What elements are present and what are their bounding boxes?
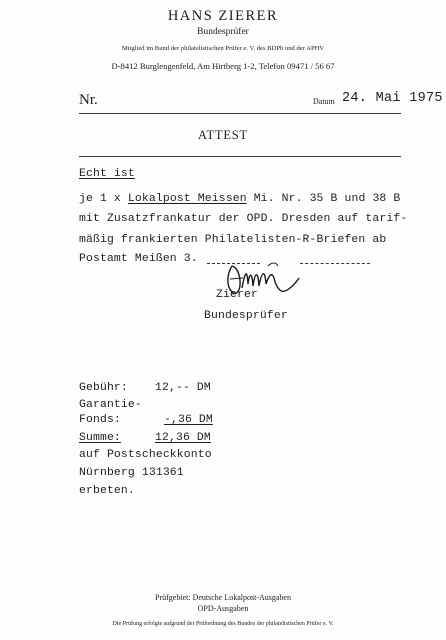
gebuehr-label: Gebühr: [79, 382, 128, 394]
fonds-label: Fonds: [79, 414, 121, 426]
body-line-1 [79, 193, 400, 205]
payment-line-1: auf Postscheckkonto [79, 449, 212, 461]
fonds-value: -,36 DM [164, 414, 213, 426]
signature-name: Zierer [216, 289, 258, 301]
footer-notice: Die Prüfung erfolgte aufgrund der Prüfordnung des Bundes der philatelistischen Prüfer e. V. [112, 621, 334, 627]
datum-value: 24. Mai 1975 [342, 91, 443, 106]
item-catalog: Mi. Nr. 35 B und 38 B [253, 193, 401, 205]
payment-line-2: Nürnberg 131361 [79, 467, 184, 479]
garantie-label: Garantie- [79, 399, 142, 411]
letterhead-name: HANS ZIERER [167, 8, 279, 24]
document-title: ATTEST [198, 128, 248, 142]
reference-rule [79, 113, 401, 114]
body-line-2: mit Zusatzfrankatur der OPD. Dresden auf tarif- [79, 213, 408, 225]
body-line-4: Postamt Meißen 3. [79, 253, 198, 265]
fill-line-2 [300, 263, 370, 264]
summe-label: Summe: [79, 432, 121, 444]
item-name: Lokalpost Meissen [127, 193, 247, 205]
footer-pruefgebiet: Prüfgebiet: Deutsche Lokalpost-Ausgaben [155, 593, 291, 602]
gebuehr-value: 12,-- DM [155, 382, 211, 394]
body-line-3: mäßig frankierten Philatelisten-R-Briefen ab [79, 234, 387, 246]
item-count: je 1 x [79, 193, 121, 205]
summe-value: 12,36 DM [155, 432, 211, 444]
nr-label: Nr. [79, 92, 98, 108]
verdict-text: Echt ist [79, 168, 135, 180]
letterhead-membership: Mitglied im Bund der philatelistischen Prüfer e. V. des BDPh und der APHV [121, 45, 325, 52]
title-rule [79, 156, 401, 157]
footer-pruefgebiet-2: OPD-Ausgaben [197, 604, 249, 613]
letterhead-role: Bundesprüfer [197, 27, 249, 37]
payment-line-3: erbeten. [79, 485, 135, 497]
datum-label: Datum [313, 97, 335, 106]
letterhead-address: D-8412 Burglengenfeld, Am Hirtberg 1-2, Telefon 09471 / 56 67 [111, 61, 335, 71]
signature-title: Bundesprüfer [204, 310, 288, 322]
